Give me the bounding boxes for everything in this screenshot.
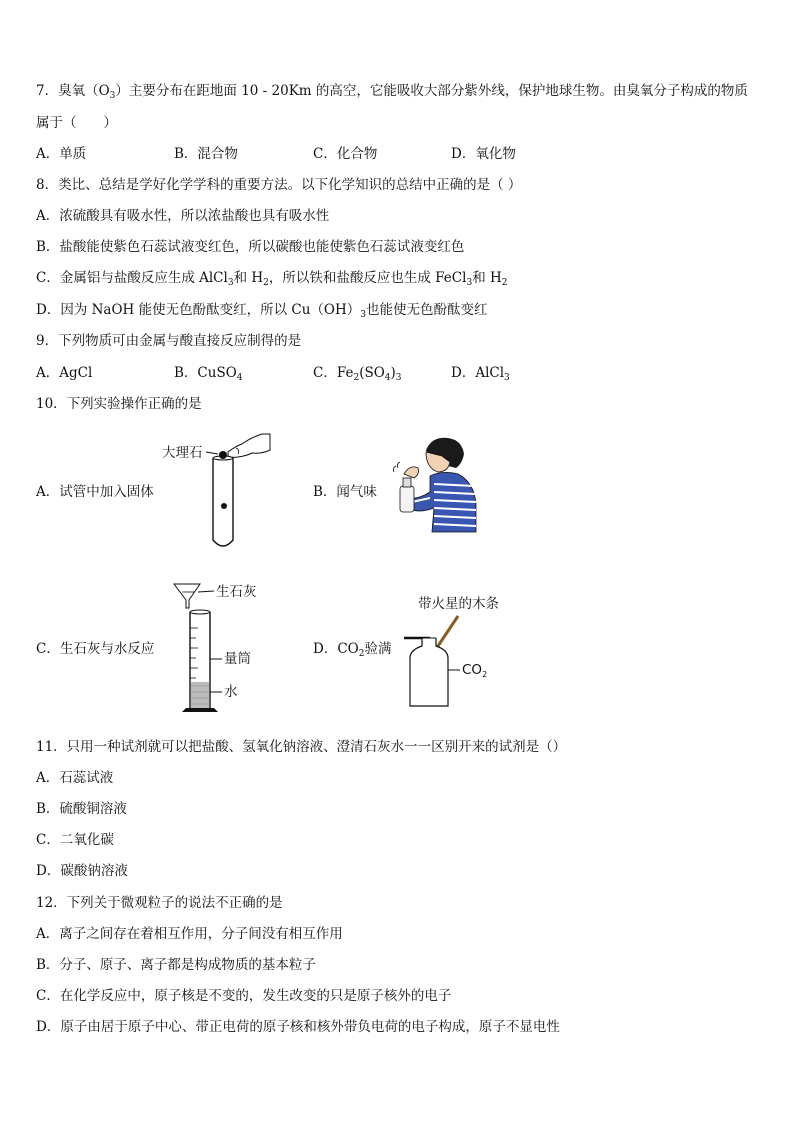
quicklime-label: 生石灰	[216, 584, 257, 600]
q11-option-b: B．硫酸铜溶液	[36, 801, 127, 817]
glowing-stick-label: 带火星的木条	[418, 596, 499, 612]
q11-option-d: D．碳酸钠溶液	[36, 863, 128, 879]
q10-figure-b	[382, 434, 482, 534]
q7-stem-line1: 7．臭氧$(O_3)$主要分布在距地面 10 - 20Km 的高空，它能吸收大部分紫外线，保护地球生物。由臭氧分子构成的物质	[36, 83, 748, 101]
q10-option-d: D．$CO_2$验满	[313, 641, 392, 659]
q9-option-a: A．AgCl	[36, 365, 93, 381]
co2-label: $CO_2$	[462, 662, 488, 679]
q12-stem: 12．下列关于微观粒子的说法不正确的是	[36, 895, 283, 911]
q8-option-b: B．盐酸能使紫色石蕊试液变红色，所以碳酸也能使紫色石蕊试液变红色	[36, 239, 465, 255]
q10-stem: 10．下列实验操作正确的是	[36, 396, 202, 412]
q7-option-c: C．化合物	[313, 146, 378, 162]
q9-option-b: B．CuSO$_4$	[174, 365, 243, 383]
q9-stem: 9．下列物质可由金属与酸直接反应制得的是	[36, 333, 302, 349]
cylinder-label: 量筒	[224, 651, 251, 667]
q9-option-c: C．$Fe_2(SO_4)_3$	[313, 365, 402, 383]
q7-option-a: A．单质	[36, 146, 87, 162]
q12-option-a: A．离子之间存在着相互作用，分子间没有相互作用	[36, 926, 343, 942]
q10-option-a: A．试管中加入固体	[36, 484, 154, 500]
q11-option-a: A．石蕊试液	[36, 770, 114, 786]
q8-option-a: A．浓硫酸具有吸水性，所以浓盐酸也具有吸水性	[36, 208, 330, 224]
q8-option-d: D．因为 NaOH 能使无色酚酞变红，所以 $Cu(OH)_3$也能使无色酚酞变红	[36, 302, 488, 320]
q12-option-b: B．分子、原子、离子都是构成物质的基本粒子	[36, 957, 316, 973]
q12-option-c: C．在化学反应中，原子核是不变的，发生改变的只是原子核外的电子	[36, 988, 452, 1004]
water-label: 水	[224, 684, 238, 700]
q11-option-c: C．二氧化碳	[36, 832, 114, 848]
q11-stem: 11．只用一种试剂就可以把盐酸、氢氧化钠溶液、澄清石灰水一一区别开来的试剂是（）	[36, 739, 567, 755]
q10-option-c: C．生石灰与水反应	[36, 641, 155, 657]
q10-figure-c	[170, 578, 290, 718]
q12-option-d: D．原子由居于原子中心、带正电荷的原子核和核外带负电荷的电子构成，原子不显电性	[36, 1019, 560, 1035]
q10-figure-d	[400, 592, 520, 712]
q8-stem: 8．类比、总结是学好化学学科的重要方法。以下化学知识的总结中正确的是（ ）	[36, 177, 522, 193]
q7-option-b: B．混合物	[174, 146, 238, 162]
q8-option-c: C．金属铝与盐酸反应生成 AlCl$_3$和 $H_2$，所以铁和盐酸反应也生成 FeCl$_3$和 $H_2$	[36, 270, 508, 288]
q10-option-b: B．闻气味	[313, 484, 377, 500]
q9-option-d: D．AlCl$_3$	[451, 365, 510, 383]
q10-figure-a	[150, 428, 290, 553]
q7-option-d: D．氧化物	[451, 146, 516, 162]
marble-label: 大理石	[162, 445, 203, 461]
q7-stem-line2: 属于（ ）	[36, 115, 117, 131]
